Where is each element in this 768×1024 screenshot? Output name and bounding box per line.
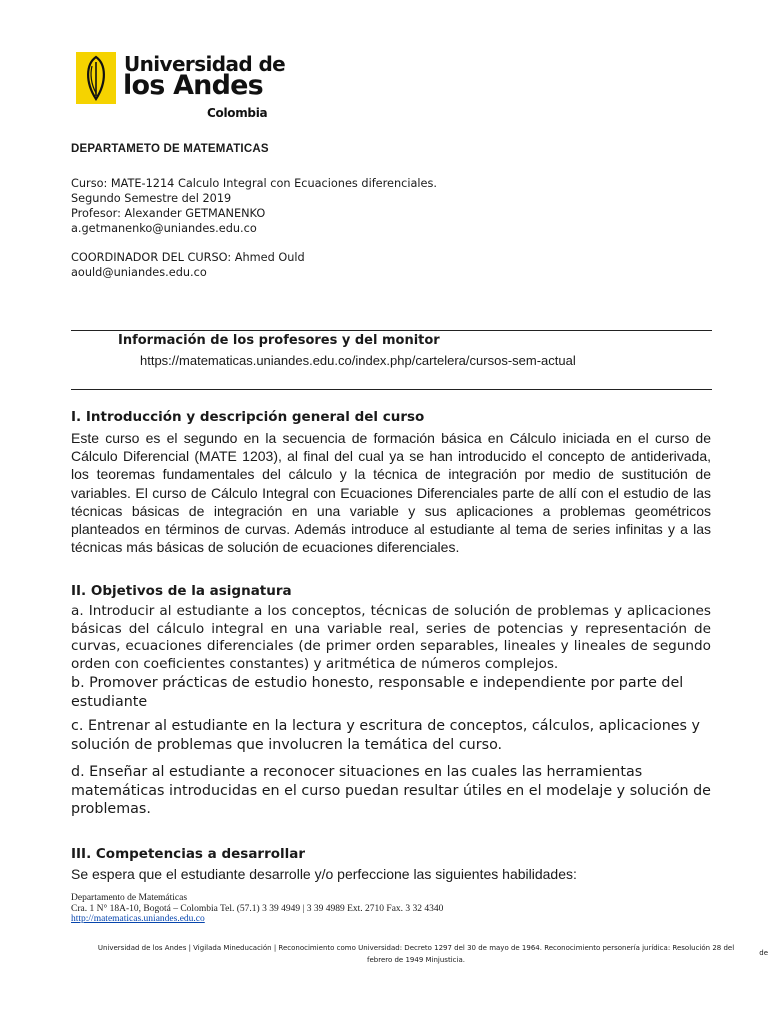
section2-title: II. Objetivos de la asignatura [71,583,292,599]
university-logo [76,52,286,124]
footer-legal [60,943,768,966]
profesores-url[interactable]: https://matematicas.uniandes.edu.co/index.php/cartelera/cursos-sem-actual [140,353,576,368]
course-info [71,176,437,236]
semester-line: Segundo Semestre del 2019 [71,192,232,205]
shield-logo-icon [76,52,116,104]
section3-text: Se espera que el estudiante desarrolle y/o perfeccione las siguientes habilidades: [71,866,577,882]
footer-address: Cra. 1 N° 18A-10, Bogotá – Colombia Tel. (57.1) 3 39 4949 | 3 39 4989 Ext. 2710 Fax. 3 32 4340 [71,903,444,914]
logo-text-line3: Colombia [207,106,268,120]
logo-text-line2: los Andes [123,70,263,101]
objective-b: b. Promover prácticas de estudio honesto, responsable e independiente por parte del estudiante [71,675,684,710]
footer-legal-line2: de [759,949,768,957]
coordinator-info [71,250,305,280]
objective-c: c. Entrenar al estudiante en la lectura y escritura de conceptos, cálculos, aplicaciones y solución de problemas que involucren la temática del curso. [71,718,700,753]
coordinator-email: aould@uniandes.edu.co [71,266,207,279]
divider-top [71,330,712,331]
objective-d: d. Enseñar al estudiante a reconocer situaciones en las cuales las herramientas matemáticas introducidas en el curso puedan resultar útiles en el modelaje y solución de problemas. [71,764,711,818]
course-line: Curso: MATE-1214 Calculo Integral con Ecuaciones diferenciales. [71,177,437,190]
footer-department [71,893,443,925]
logo-text-line1: Universidad de [124,52,286,76]
professor-line: Profesor: Alexander GETMANENKO [71,207,266,220]
footer-legal-line1: Universidad de los Andes | Vigilada Mineducación | Reconocimiento como Universidad: Decreto 1297 del 30 de mayo de 1964. Reconocimiento personería jurídica: Resolución 28 del [97,944,735,952]
section1-title: I. Introducción y descripción general del curso [71,409,425,425]
professor-email: a.getmanenko@uniandes.edu.co [71,222,257,235]
footer-legal-line3: febrero de 1949 Minjusticia. [367,956,465,964]
footer-dept-name: Departamento de Matemáticas [71,893,188,903]
footer-website-link[interactable]: http://matematicas.uniandes.edu.co [71,914,205,924]
profesores-title: Información de los profesores y del monitor [118,333,440,348]
department-heading: DEPARTAMETO DE MATEMATICAS [71,143,269,155]
divider-bottom [71,389,712,390]
coordinator-line: COORDINADOR DEL CURSO: Ahmed Ould [71,251,305,264]
objective-a: a. Introducir al estudiante a los conceptos, técnicas de solución de problemas y aplicaciones básicas del cálculo integral en una variable real, series de potencias y representación de curvas, ecuaciones diferenciales (de primer orden separables, lineales y lineales de segundo orden con coeficientes constantes) y aritmética de números complejos. [71,603,711,672]
section3-title: III. Competencias a desarrollar [71,846,306,862]
section1-text: Este curso es el segundo en la secuencia de formación básica en Cálculo iniciada en el curso de Cálculo Diferencial (MATE 1203), al final del cual ya se han introducido el concepto de antiderivada, los teoremas fundamentales del cálculo y la técnica de integración por medio de sustitución de variables. El curso de Cálculo Integral con Ecuaciones Diferenciales parte de allí con el estudio de las técnicas básicas de integración en una variable y sus aplicaciones a problemas geométricos planteados en términos de curvas. Además introduce al estudiante al tema de series infinitas y a las técnicas más básicas de solución de ecuaciones diferenciales. [71,430,711,556]
